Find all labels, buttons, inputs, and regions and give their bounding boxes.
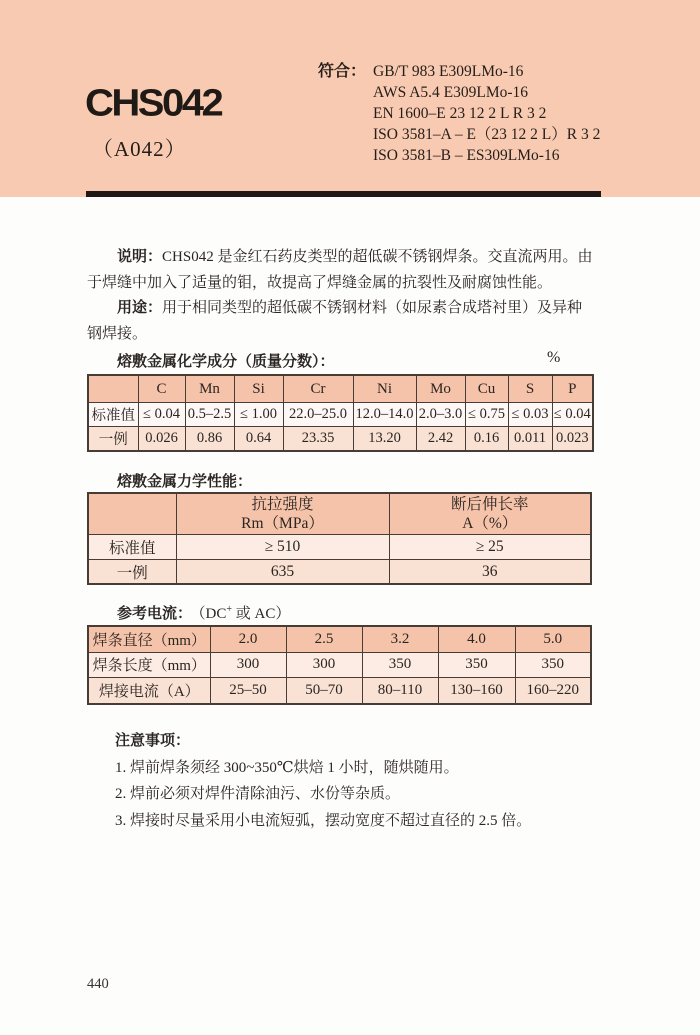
header-divider-bar	[86, 191, 601, 197]
row-label: 一例	[88, 560, 176, 585]
cell: ≤ 0.04	[552, 403, 593, 427]
cell: Mn	[185, 375, 234, 403]
cell: ≤ 0.03	[508, 403, 552, 427]
mechanical-standard-row	[88, 535, 591, 560]
cell: Mo	[416, 375, 465, 403]
chemical-section-title: 熔敷金属化学成分（质量分数）：	[117, 354, 335, 370]
compliance-label: 符合：	[318, 63, 367, 80]
cell	[88, 493, 176, 535]
note-item: 1. 焊前焊条须经 300~350℃烘焙 1 小时，随烘随用。	[115, 760, 459, 776]
current-title-label: 参考电流：	[117, 606, 193, 622]
chemical-composition-table	[87, 374, 594, 452]
elongation-symbol: A（%）	[462, 515, 518, 532]
mechanical-properties-table	[87, 492, 592, 585]
standard-item: ISO 3581–B – ES309LMo-16	[373, 147, 560, 164]
diameter-row	[88, 626, 591, 652]
cell: 36	[389, 560, 591, 585]
standards-list	[366, 61, 600, 166]
chemical-example-row	[88, 427, 593, 452]
standard-item: ISO 3581–A – E（23 12 2 L）R 3 2	[373, 126, 601, 143]
cell: Cr	[283, 375, 353, 403]
cell: 0.023	[552, 427, 593, 452]
cell: Si	[234, 375, 283, 403]
cell: 350	[515, 652, 591, 678]
current-subtitle-post: 或 AC）	[232, 606, 291, 622]
standard-item: AWS A5.4 E309LMo-16	[373, 84, 529, 101]
product-alias: （A042）	[92, 137, 187, 161]
page-header	[0, 0, 700, 197]
standard-item: EN 1600–E 23 12 2 L R 3 2	[373, 105, 547, 122]
cell: ≤ 0.75	[465, 403, 508, 427]
length-row	[88, 652, 591, 678]
cell: ≥ 510	[176, 535, 389, 560]
cell: 130–160	[438, 678, 515, 704]
cell: 50–70	[286, 678, 362, 704]
cell: 350	[362, 652, 438, 678]
note-item: 2. 焊前必须对焊件清除油污、水份等杂质。	[115, 786, 401, 803]
description-line-2: 于焊缝中加入了适量的钼，故提高了焊缝金属的抗裂性及耐腐蚀性能。	[87, 274, 553, 291]
product-model: CHS042	[85, 82, 222, 124]
cell: 0.011	[508, 427, 552, 452]
elongation-label: 断后伸长率	[450, 496, 529, 513]
usage-line-1: 用于相同类型的超低碳不锈钢材料（如尿素合成塔衬里）及异种	[162, 300, 583, 316]
notes-section	[115, 729, 531, 834]
cell	[389, 493, 591, 535]
description-paragraph	[87, 245, 612, 296]
cell: 300	[286, 652, 362, 678]
reference-current-table	[87, 625, 592, 705]
cell: ≥ 25	[389, 535, 591, 560]
cell: 0.026	[138, 427, 185, 452]
cell: Cu	[465, 375, 508, 403]
chemical-standard-row	[88, 403, 593, 427]
cell: 350	[438, 652, 515, 678]
notes-title: 注意事项：	[115, 733, 191, 749]
cell: 0.5–2.5	[185, 403, 234, 427]
cell: 80–110	[362, 678, 438, 704]
cell: 0.64	[234, 427, 283, 452]
row-label: 焊条直径（mm）	[88, 626, 210, 652]
cell: C	[138, 375, 185, 403]
cell: 12.0–14.0	[353, 403, 416, 427]
cell: 2.5	[286, 626, 362, 652]
description-line-1: CHS042 是金红石药皮类型的超低碳不锈钢焊条。交直流两用。由	[162, 249, 593, 265]
cell: 5.0	[515, 626, 591, 652]
chemical-unit-label: %	[547, 349, 561, 366]
current-section-title	[117, 602, 290, 623]
welding-current-row	[88, 678, 591, 704]
cell: 25–50	[210, 678, 286, 704]
tensile-strength-label: 抗拉强度	[251, 496, 314, 513]
cell: 4.0	[438, 626, 515, 652]
cell: ≤ 1.00	[234, 403, 283, 427]
cell: 2.0	[210, 626, 286, 652]
standard-item: GB/T 983 E309LMo-16	[373, 63, 524, 80]
page-number: 440	[87, 976, 109, 992]
chemical-header-row	[88, 375, 593, 403]
mechanical-example-row	[88, 560, 591, 585]
row-label: 标准值	[88, 403, 138, 427]
cell: 13.20	[353, 427, 416, 452]
cell: 3.2	[362, 626, 438, 652]
dc-plus-superscript: +	[226, 604, 232, 615]
usage-paragraph	[87, 296, 612, 347]
cell: 160–220	[515, 678, 591, 704]
cell: 23.35	[283, 427, 353, 452]
row-label: 标准值	[88, 535, 176, 560]
current-subtitle	[192, 606, 290, 622]
cell	[88, 375, 138, 403]
cell: 0.16	[465, 427, 508, 452]
description-label: 说明：	[117, 249, 163, 265]
cell: ≤ 0.04	[138, 403, 185, 427]
cell: 0.86	[185, 427, 234, 452]
mechanical-section-title: 熔敷金属力学性能：	[117, 474, 253, 490]
cell: P	[552, 375, 593, 403]
cell: Ni	[353, 375, 416, 403]
cell: 2.42	[416, 427, 465, 452]
cell	[176, 493, 389, 535]
cell: 2.0–3.0	[416, 403, 465, 427]
row-label: 一例	[88, 427, 138, 452]
current-subtitle-pre: （DC	[198, 606, 227, 622]
note-item: 3. 焊接时尽量采用小电流短弧，摆动宽度不超过直径的 2.5 倍。	[115, 812, 532, 829]
intro-paragraphs	[87, 245, 612, 347]
cell: 22.0–25.0	[283, 403, 353, 427]
mechanical-header-row	[88, 493, 591, 535]
row-label: 焊条长度（mm）	[88, 652, 210, 678]
cell: 300	[210, 652, 286, 678]
tensile-strength-symbol: Rm（MPa）	[241, 515, 324, 532]
row-label: 焊接电流（A）	[88, 678, 210, 704]
cell: 635	[176, 560, 389, 585]
usage-label: 用途：	[117, 300, 163, 316]
standards-block	[318, 61, 600, 166]
cell: S	[508, 375, 552, 403]
usage-line-2: 钢焊接。	[87, 325, 148, 342]
